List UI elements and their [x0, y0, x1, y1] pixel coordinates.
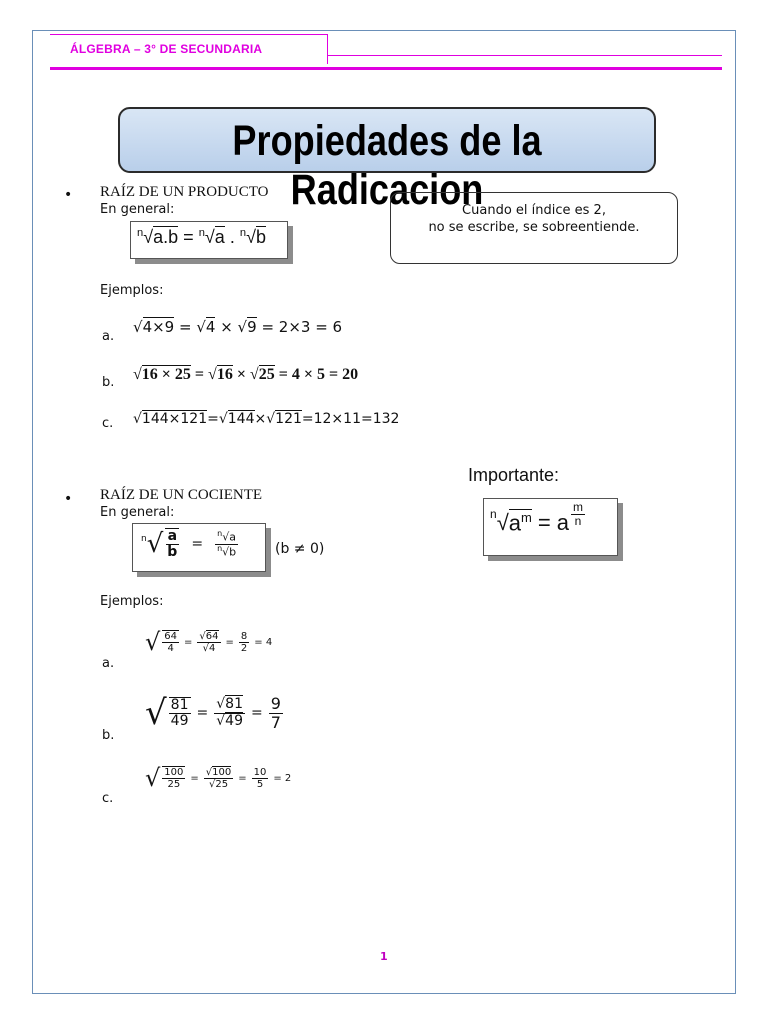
ex1a-expression: √4×9 = √4 × √9 = 2×3 = 6 — [133, 318, 343, 336]
important-label: Importante: — [468, 465, 560, 485]
note-line2: no se escribe, se sobreentiende. — [428, 220, 640, 235]
important-formula-box — [483, 498, 618, 556]
ex2a-expression: √ $\frac{64}{4}$ = $\frac{√64}{√4}$ = $\frac{8}{2}$ = 4 — [145, 628, 273, 656]
header-text: ÁLGEBRA – 3° DE SECUNDARIA — [70, 42, 263, 56]
ex1b-expression: √16 × 25 = √16 × √25 = 4 × 5 = 20 — [133, 366, 359, 383]
ex1c-expression: √144×121=√144×√121=12×11=132 — [133, 411, 400, 427]
ex2b-label: b. — [102, 728, 115, 743]
page-title: Propiedades de la Radicacion — [232, 117, 542, 214]
bullet-1: • — [64, 187, 73, 203]
section1-general: En general: — [100, 202, 175, 217]
ex2b-expression: √ $\frac{81}{49}$ = $\frac{√81}{√49}$ = $\frac{9}{7}$ — [145, 693, 281, 733]
quotient-formula: n √ $\frac{a}{b}$ = $\frac{^n√a}{^n√b}$ — [141, 528, 237, 561]
quotient-condition: (b ≠ 0) — [275, 541, 325, 557]
header-rule-thick — [50, 67, 722, 70]
product-formula-box — [130, 221, 288, 259]
quotient-formula-box — [132, 523, 266, 572]
note-line1: Cuando el índice es 2, — [462, 203, 606, 218]
ex1a-label: a. — [102, 329, 115, 344]
note-box — [390, 192, 678, 264]
section2-heading: RAÍZ DE UN COCIENTE — [100, 487, 263, 503]
ex2c-expression: √ $\frac{100}{25}$ = $\frac{√100}{√25}$ = $\frac{10}{5}$ = 2 — [145, 764, 292, 792]
important-formula: n √ $a^m$ = a $\frac{m}{n}$ — [490, 500, 583, 536]
section2-examples-label: Ejemplos: — [100, 594, 164, 609]
bullet-2: • — [64, 491, 73, 507]
page-number: 1 — [380, 950, 388, 963]
ex1b-label: b. — [102, 375, 115, 390]
section1-heading: RAÍZ DE UN PRODUCTO — [100, 184, 269, 200]
section1-examples-label: Ejemplos: — [100, 283, 164, 298]
ex2c-label: c. — [102, 791, 114, 806]
product-formula: $^n$√a.b = $^n$√a . $^n$√b — [137, 227, 266, 247]
ex2a-label: a. — [102, 656, 115, 671]
header-rule — [328, 55, 722, 56]
ex1c-label: c. — [102, 416, 114, 431]
section2-general: En general: — [100, 505, 175, 520]
